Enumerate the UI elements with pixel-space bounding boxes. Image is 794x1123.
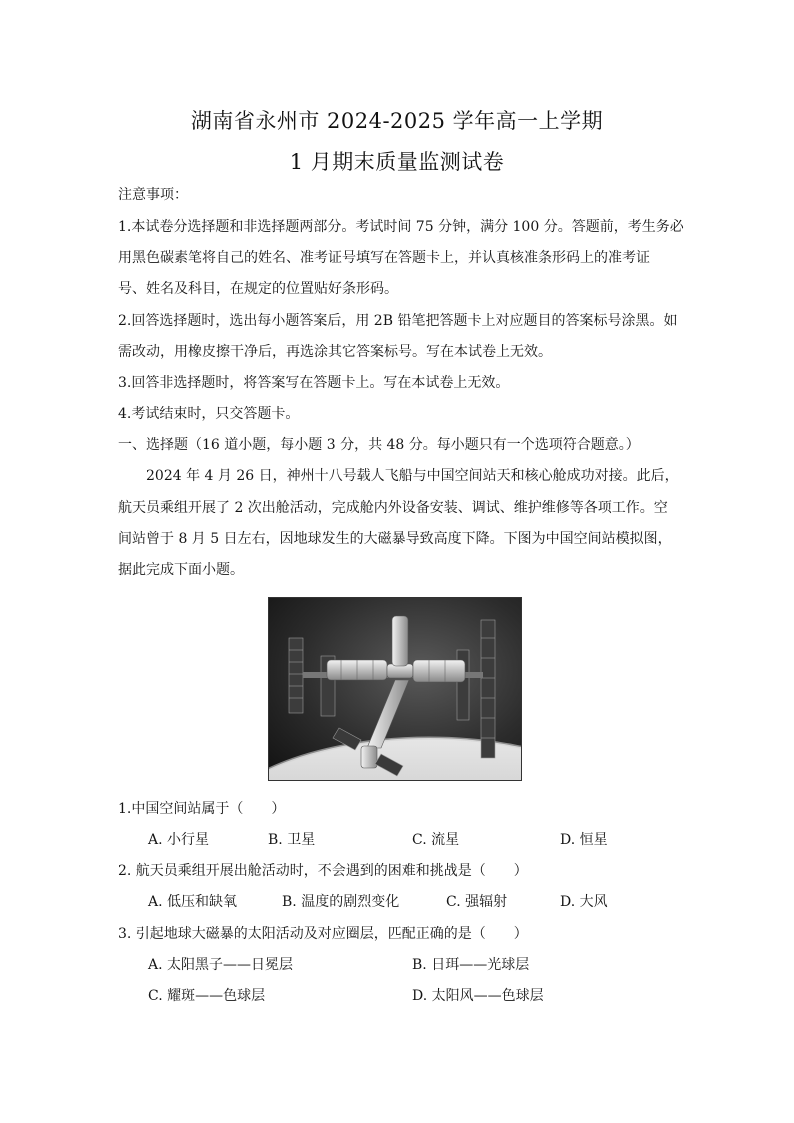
question-option[interactable]: B. 卫星	[268, 832, 316, 848]
passage-line: 间站曾于 8 月 5 日左右，因地球发生的大磁暴导致高度下降。下图为中国空间站模拟图，	[118, 531, 672, 547]
notice-line: 用黑色碳素笔将自己的姓名、准考证号填写在答题卡上，并认真核准条形码上的准考证	[118, 250, 650, 266]
question-option[interactable]: D. 太阳风——色球层	[412, 988, 544, 1004]
question-stem: 3. 引起地球大磁暴的太阳活动及对应圈层，匹配正确的是（ ）	[118, 926, 528, 942]
question-option[interactable]: B. 温度的剧烈变化	[282, 894, 400, 910]
question-option[interactable]: A. 太阳黑子——日冕层	[148, 957, 294, 973]
exam-title-line1: 湖南省永州市 2024-2025 学年高一上学期	[190, 109, 604, 133]
question-option[interactable]: C. 强辐射	[446, 894, 508, 910]
notice-line: 4.考试结束时，只交答题卡。	[118, 406, 300, 422]
question-stem: 2. 航天员乘组开展出舱活动时，不会遇到的困难和挑战是（ ）	[118, 863, 528, 879]
question-option[interactable]: D. 恒星	[560, 832, 608, 848]
question-stem: 1.中国空间站属于（ ）	[118, 801, 286, 817]
passage-line: 2024 年 4 月 26 日，神州十八号载人飞船与中国空间站天和核心舱成功对接。此后，	[146, 468, 679, 484]
notice-line: 3.回答非选择题时，将答案写在答题卡上。写在本试卷上无效。	[118, 375, 510, 391]
notice-line: 2.回答选择题时，选出每小题答案后，用 2B 铅笔把答题卡上对应题目的答案标号涂黑。如	[118, 313, 678, 329]
question-option[interactable]: A. 小行星	[148, 832, 210, 848]
question-option[interactable]: D. 大风	[560, 894, 608, 910]
passage-line: 航天员乘组开展了 2 次出舱活动，完成舱内外设备安装、调试、维护维修等各项工作。空	[118, 500, 668, 516]
question-option[interactable]: A. 低压和缺氧	[148, 894, 238, 910]
section-heading: 一、选择题（16 道小题，每小题 3 分，共 48 分。每小题只有一个选项符合题意。）	[118, 437, 640, 453]
question-option[interactable]: B. 日珥——光球层	[412, 957, 530, 973]
question-option[interactable]: C. 耀斑——色球层	[148, 988, 266, 1004]
space-station-image	[268, 597, 522, 781]
question-option[interactable]: C. 流星	[412, 832, 460, 848]
exam-title-line2: 1 月期末质量监测试卷	[289, 150, 505, 174]
notice-line: 需改动，用橡皮擦干净后，再选涂其它答案标号。写在本试卷上无效。	[118, 344, 552, 360]
notice-heading: 注意事项：	[118, 187, 188, 203]
notice-line: 1.本试卷分选择题和非选择题两部分。考试时间 75 分钟，满分 100 分。答题前，考生务必	[118, 219, 684, 235]
passage-line: 据此完成下面小题。	[118, 562, 244, 578]
notice-line: 号、姓名及科目，在规定的位置贴好条形码。	[118, 281, 398, 297]
